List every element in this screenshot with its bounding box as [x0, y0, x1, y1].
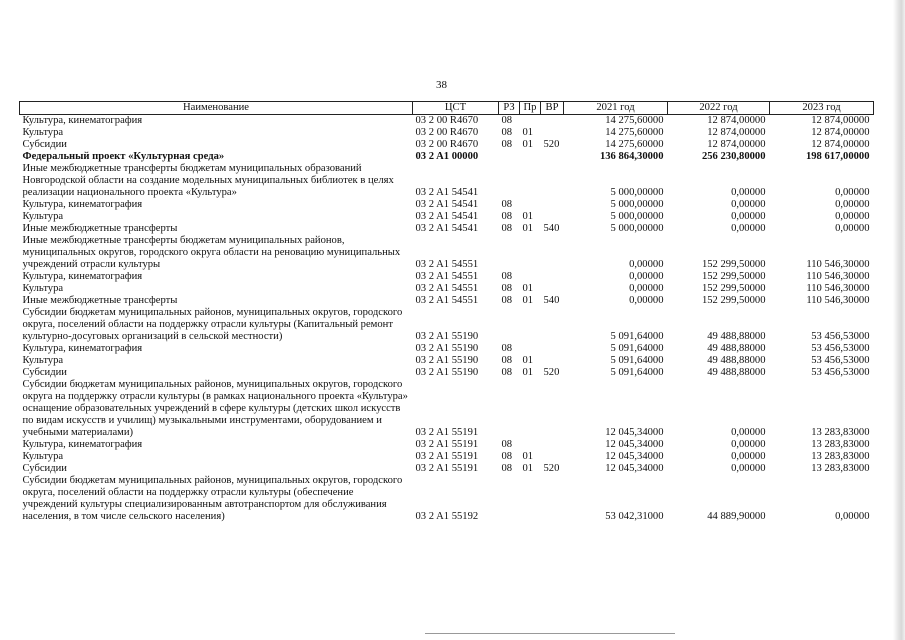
- table-header-row: [20, 102, 874, 115]
- header-pr: Пр: [520, 102, 541, 115]
- cell-2023: 110 546,30000: [806, 259, 870, 270]
- header-vr: ВР: [541, 102, 564, 115]
- cell-2021: 0,00000: [629, 259, 664, 270]
- cell-rz: 08: [501, 463, 513, 474]
- cell-2021: 12 045,34000: [605, 439, 664, 450]
- cell-2021: 14 275,60000: [605, 127, 664, 138]
- cell-2021: 5 091,64000: [610, 355, 664, 366]
- table-row: [20, 163, 874, 199]
- cell-name: Субсидии: [22, 139, 67, 150]
- header-rz: РЗ: [499, 102, 520, 115]
- cell-vr: [541, 271, 564, 283]
- cell-pr: [520, 379, 541, 439]
- cell-2021: 14 275,60000: [605, 115, 664, 126]
- cell-name: Субсидии бюджетам муниципальных районов, муниципальных округов, городского округа на поддержку отрасли культуры (в рамках национального проекта «Культура» оснащение образовательных учреждений в сфере культуры (детских школ искусств по видам искусств и училищ) музыкальными инструментами, оборудованием и учебными материалами): [22, 379, 408, 438]
- cell-rz: 08: [501, 367, 513, 378]
- cell-pr: 01: [522, 223, 534, 234]
- scan-edge: [893, 0, 905, 640]
- cell-2022: 0,00000: [731, 199, 766, 210]
- cell-cst: 03 2 A1 54551: [415, 271, 479, 282]
- cell-rz: 08: [501, 115, 513, 126]
- cell-vr: [541, 439, 564, 451]
- cell-vr: [541, 355, 564, 367]
- cell-name: Культура, кинематография: [22, 343, 143, 354]
- cell-cst: 03 2 A1 55191: [415, 439, 479, 450]
- cell-name: Культура, кинематография: [22, 271, 143, 282]
- cell-2023: 13 283,83000: [811, 427, 870, 438]
- table-row: [20, 379, 874, 439]
- cell-2021: 12 045,34000: [605, 463, 664, 474]
- cell-rz: 08: [501, 295, 513, 306]
- cell-2022: 49 488,88000: [707, 331, 766, 342]
- cell-2022: 0,00000: [731, 463, 766, 474]
- cell-cst: 03 2 A1 55190: [415, 331, 479, 342]
- table-row: [20, 127, 874, 139]
- cell-2023: 110 546,30000: [806, 283, 870, 294]
- table-row: [20, 295, 874, 307]
- cell-vr: 540: [543, 295, 560, 306]
- cell-pr: [520, 235, 541, 271]
- cell-cst: 03 2 00 R4670: [415, 115, 479, 126]
- cell-cst: 03 2 00 R4670: [415, 127, 479, 138]
- cell-cst: 03 2 A1 54551: [415, 283, 479, 294]
- header-2023: 2023 год: [770, 102, 874, 115]
- cell-pr: [520, 307, 541, 343]
- cell-2021: 0,00000: [629, 271, 664, 282]
- cell-name: Иные межбюджетные трансферты: [22, 295, 178, 306]
- cell-cst: 03 2 A1 55191: [415, 463, 479, 474]
- cell-cst: 03 2 A1 55191: [415, 451, 479, 462]
- cell-cst: 03 2 A1 54541: [415, 187, 479, 198]
- cell-2022: 44 889,90000: [707, 511, 766, 522]
- cell-2021: 5 000,00000: [610, 187, 664, 198]
- cell-cst: 03 2 A1 54541: [415, 211, 479, 222]
- cell-2023: 0,00000: [835, 211, 870, 222]
- cell-2021: 12 045,34000: [605, 451, 664, 462]
- cell-2023: 53 456,53000: [811, 367, 870, 378]
- cell-cst: 03 2 A1 55190: [415, 355, 479, 366]
- cell-2022: 0,00000: [731, 427, 766, 438]
- cell-vr: 520: [543, 367, 560, 378]
- cell-2023: 12 874,00000: [811, 127, 870, 138]
- cell-name: Субсидии: [22, 367, 67, 378]
- table-body: [20, 115, 874, 524]
- cell-vr: [541, 475, 564, 523]
- cell-cst: 03 2 00 R4670: [415, 139, 479, 150]
- cell-vr: [541, 115, 564, 128]
- cell-pr: 01: [522, 127, 534, 138]
- cell-pr: 01: [522, 367, 534, 378]
- cell-2022: 12 874,00000: [707, 115, 766, 126]
- cell-pr: 01: [522, 139, 534, 150]
- cell-rz: 08: [501, 451, 513, 462]
- cell-pr: [520, 199, 541, 211]
- footer-rule: [425, 633, 675, 634]
- table-row: [20, 235, 874, 271]
- table-row: [20, 463, 874, 475]
- cell-2022: 49 488,88000: [707, 343, 766, 354]
- cell-pr: [520, 115, 541, 128]
- cell-cst: 03 2 A1 54551: [415, 259, 479, 270]
- cell-rz: [499, 475, 520, 523]
- cell-2021: 0,00000: [629, 283, 664, 294]
- cell-2022: 152 299,50000: [701, 283, 766, 294]
- table-row: [20, 307, 874, 343]
- cell-name: Иные межбюджетные трансферты бюджетам муниципальных районов, муниципальных округов, городского округа области на реновацию муниципальных учреждений отрасли культуры: [22, 235, 401, 270]
- cell-2022: 0,00000: [731, 187, 766, 198]
- cell-name: Культура: [22, 127, 64, 138]
- cell-2022: 49 488,88000: [707, 367, 766, 378]
- cell-2022: 152 299,50000: [701, 271, 766, 282]
- cell-2023: 12 874,00000: [811, 139, 870, 150]
- cell-2021: 5 091,64000: [610, 331, 664, 342]
- cell-2023: 0,00000: [835, 187, 870, 198]
- table-row: [20, 115, 874, 128]
- table-row: [20, 355, 874, 367]
- table-row: [20, 475, 874, 523]
- cell-name: Культура: [22, 283, 64, 294]
- table-row: [20, 199, 874, 211]
- table-row: [20, 271, 874, 283]
- table-row: [20, 139, 874, 151]
- cell-2021: 14 275,60000: [605, 139, 664, 150]
- cell-2023: 13 283,83000: [811, 463, 870, 474]
- cell-2023: 53 456,53000: [811, 331, 870, 342]
- cell-2021: 5 000,00000: [610, 223, 664, 234]
- cell-rz: 08: [501, 355, 513, 366]
- table-row: [20, 343, 874, 355]
- cell-2022: 12 874,00000: [707, 127, 766, 138]
- cell-name: Культура, кинематография: [22, 439, 143, 450]
- cell-2023: 0,00000: [835, 199, 870, 210]
- cell-pr: 01: [522, 451, 534, 462]
- header-cst: ЦСТ: [413, 102, 499, 115]
- cell-2021: 12 045,34000: [605, 427, 664, 438]
- cell-name: Субсидии бюджетам муниципальных районов, муниципальных округов, городского округа, поселений области на поддержку отрасли культуры (Капитальный ремонт культурно-досуговых организаций в сельской местности): [22, 307, 403, 342]
- cell-rz: 08: [501, 199, 513, 210]
- cell-2023: 110 546,30000: [806, 295, 870, 306]
- cell-pr: 01: [522, 355, 534, 366]
- cell-pr: 01: [522, 283, 534, 294]
- cell-pr: 01: [522, 295, 534, 306]
- cell-name: Культура, кинематография: [22, 115, 143, 126]
- cell-cst: 03 2 A1 55192: [415, 511, 479, 522]
- cell-2022: 12 874,00000: [707, 139, 766, 150]
- table-row: [20, 211, 874, 223]
- cell-rz: 08: [501, 139, 513, 150]
- cell-pr: [520, 271, 541, 283]
- table-row: [20, 223, 874, 235]
- cell-cst: 03 2 A1 54541: [415, 199, 479, 210]
- cell-2021: 5 000,00000: [610, 199, 664, 210]
- cell-2022: 152 299,50000: [701, 259, 766, 270]
- cell-name: Культура, кинематография: [22, 199, 143, 210]
- cell-vr: 540: [543, 223, 560, 234]
- header-2021: 2021 год: [564, 102, 668, 115]
- cell-2022: 0,00000: [731, 439, 766, 450]
- cell-2023: 53 456,53000: [811, 355, 870, 366]
- cell-vr: [541, 235, 564, 271]
- table-row: [20, 439, 874, 451]
- cell-2021: 136 864,30000: [599, 151, 664, 162]
- cell-2022: 256 230,80000: [701, 151, 766, 162]
- budget-table: [19, 101, 874, 523]
- cell-pr: 01: [522, 463, 534, 474]
- cell-rz: 08: [501, 127, 513, 138]
- cell-2023: 12 874,00000: [811, 115, 870, 126]
- table-row: [20, 451, 874, 463]
- cell-cst: 03 2 A1 00000: [415, 151, 479, 162]
- cell-rz: 08: [501, 211, 513, 222]
- cell-rz: 08: [501, 343, 513, 354]
- cell-2023: 0,00000: [835, 223, 870, 234]
- cell-pr: [520, 343, 541, 355]
- cell-vr: [541, 151, 564, 163]
- cell-rz: [499, 163, 520, 199]
- cell-cst: 03 2 A1 55191: [415, 427, 479, 438]
- header-name: Наименование: [20, 102, 413, 115]
- cell-cst: 03 2 A1 55190: [415, 343, 479, 354]
- cell-rz: 08: [501, 271, 513, 282]
- cell-rz: 08: [501, 223, 513, 234]
- cell-rz: [499, 307, 520, 343]
- cell-name: Культура: [22, 355, 64, 366]
- cell-rz: 08: [501, 439, 513, 450]
- cell-pr: 01: [522, 211, 534, 222]
- cell-name: Субсидии: [22, 463, 67, 474]
- cell-name: Иные межбюджетные трансферты: [22, 223, 178, 234]
- cell-name: Культура: [22, 451, 64, 462]
- cell-pr: [520, 439, 541, 451]
- cell-vr: [541, 211, 564, 223]
- table-row: [20, 151, 874, 163]
- cell-vr: 520: [543, 463, 560, 474]
- cell-vr: [541, 451, 564, 463]
- cell-2023: 110 546,30000: [806, 271, 870, 282]
- cell-2023: 13 283,83000: [811, 451, 870, 462]
- cell-vr: [541, 163, 564, 199]
- cell-2022: 152 299,50000: [701, 295, 766, 306]
- cell-2023: 13 283,83000: [811, 439, 870, 450]
- cell-2021: 5 091,64000: [610, 343, 664, 354]
- cell-vr: [541, 127, 564, 139]
- cell-cst: 03 2 A1 54541: [415, 223, 479, 234]
- cell-2022: 0,00000: [731, 451, 766, 462]
- cell-name: Культура: [22, 211, 64, 222]
- cell-name: Субсидии бюджетам муниципальных районов, муниципальных округов, городского округа, поселений области на поддержку отрасли культуры (обеспечение учреждений культуры специализированным автотранспортом для обслуживания населения, в том числе сельского населения): [22, 475, 403, 522]
- cell-rz: [499, 379, 520, 439]
- cell-cst: 03 2 A1 55190: [415, 367, 479, 378]
- cell-vr: [541, 307, 564, 343]
- cell-2023: 198 617,00000: [805, 151, 870, 162]
- cell-2022: 0,00000: [731, 211, 766, 222]
- cell-name: Иные межбюджетные трансферты бюджетам муниципальных образований Новгородской области на создание модельных муниципальных библиотек в целях реализации национального проекта «Культура»: [22, 163, 394, 198]
- cell-2021: 5 000,00000: [610, 211, 664, 222]
- cell-2023: 0,00000: [835, 511, 870, 522]
- cell-2022: 0,00000: [731, 223, 766, 234]
- page-number: 38: [436, 79, 447, 91]
- cell-vr: 520: [543, 139, 560, 150]
- cell-vr: [541, 199, 564, 211]
- cell-rz: 08: [501, 283, 513, 294]
- cell-2021: 0,00000: [629, 295, 664, 306]
- cell-pr: [520, 475, 541, 523]
- cell-rz: [499, 151, 520, 163]
- cell-name: Федеральный проект «Культурная среда»: [22, 151, 225, 162]
- cell-cst: 03 2 A1 54551: [415, 295, 479, 306]
- header-2022: 2022 год: [668, 102, 770, 115]
- cell-vr: [541, 283, 564, 295]
- cell-vr: [541, 379, 564, 439]
- cell-2023: 53 456,53000: [811, 343, 870, 354]
- cell-2021: 5 091,64000: [610, 367, 664, 378]
- cell-pr: [520, 163, 541, 199]
- cell-vr: [541, 343, 564, 355]
- cell-rz: [499, 235, 520, 271]
- cell-2022: 49 488,88000: [707, 355, 766, 366]
- table-row: [20, 367, 874, 379]
- cell-2021: 53 042,31000: [605, 511, 664, 522]
- cell-pr: [520, 151, 541, 163]
- table-row: [20, 283, 874, 295]
